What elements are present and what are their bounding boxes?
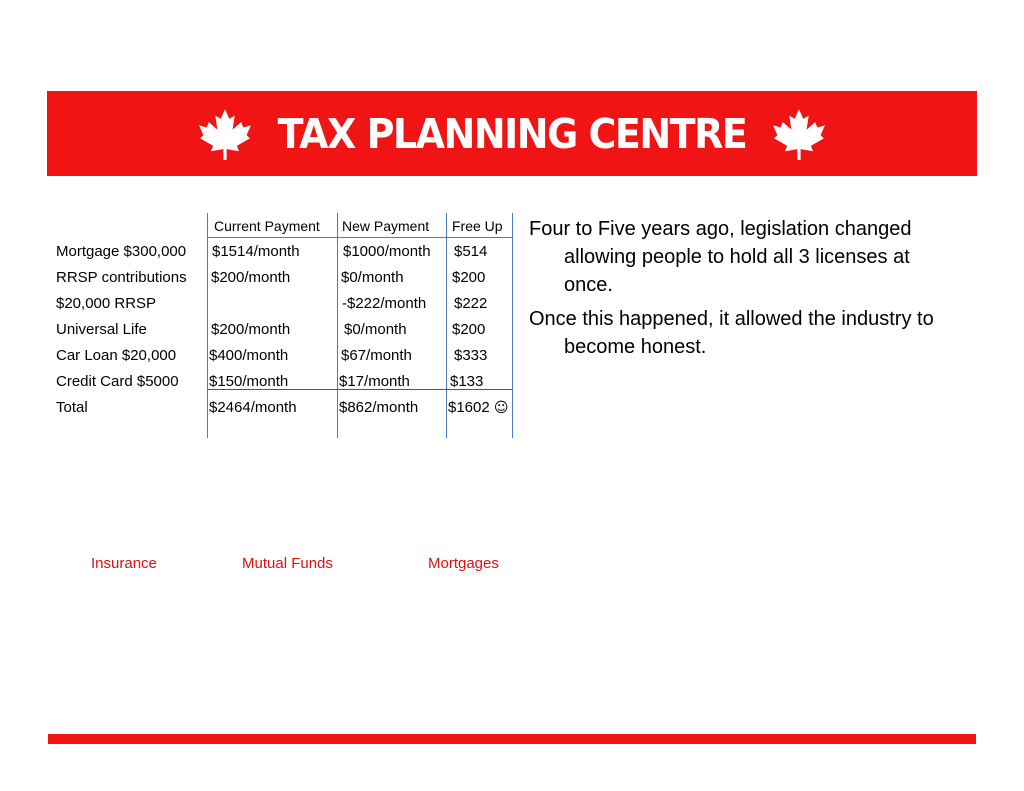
row-label: RRSP contributions [56,269,187,286]
row-new: $0/month [341,269,404,286]
row-new: $862/month [339,399,419,416]
row-new: $0/month [344,321,407,338]
mortgages-link[interactable]: Mortgages [428,555,499,572]
row-label: $20,000 RRSP [56,295,157,312]
row-label: Total [56,399,88,416]
table-column-divider [512,213,513,438]
row-current: $1514/month [212,243,300,260]
row-free: $333 [454,347,488,364]
paragraph: Once this happened, it allowed the industry to become honest. [529,308,934,358]
insurance-link[interactable]: Insurance [91,555,157,572]
header-banner [47,91,977,176]
explanation-text [529,215,949,361]
row-free: $200 [452,321,486,338]
row-new: $67/month [341,347,412,364]
row-new: $17/month [339,373,410,390]
row-label: Mortgage $300,000 [56,243,187,260]
row-free: $200 [452,269,486,286]
row-current: $200/month [211,321,291,338]
row-current: $2464/month [209,399,297,416]
footer-bar [48,734,976,744]
row-free [448,399,509,417]
header-free-up: Free Up [452,218,503,234]
row-free: $514 [454,243,488,260]
table-column-divider [446,213,447,438]
header-current-payment: Current Payment [214,218,320,234]
row-new: $1000/month [343,243,431,260]
table-header-rule [207,237,512,238]
header-new-payment: New Payment [342,218,430,234]
mutual-funds-link[interactable]: Mutual Funds [242,555,333,572]
maple-leaf-icon [772,105,826,163]
paragraph: Four to Five years ago, legislation changed allowing people to hold all 3 licenses at once. [529,218,912,296]
smiley-icon: ☺ [493,400,509,416]
table-column-divider [337,213,338,438]
total-free-value: $1602 [448,399,490,416]
row-new: -$222/month [342,295,427,312]
row-current: $200/month [211,269,291,286]
row-label: Car Loan $20,000 [56,347,177,364]
banner-title: TAX PLANNING CENTRE [277,109,747,158]
table-column-divider [207,213,208,438]
row-current: $150/month [209,373,289,390]
row-free: $222 [454,295,488,312]
row-free: $133 [450,373,484,390]
row-label: Universal Life [56,321,147,338]
maple-leaf-icon [198,105,252,163]
row-label: Credit Card $5000 [56,373,179,390]
row-current: $400/month [209,347,289,364]
